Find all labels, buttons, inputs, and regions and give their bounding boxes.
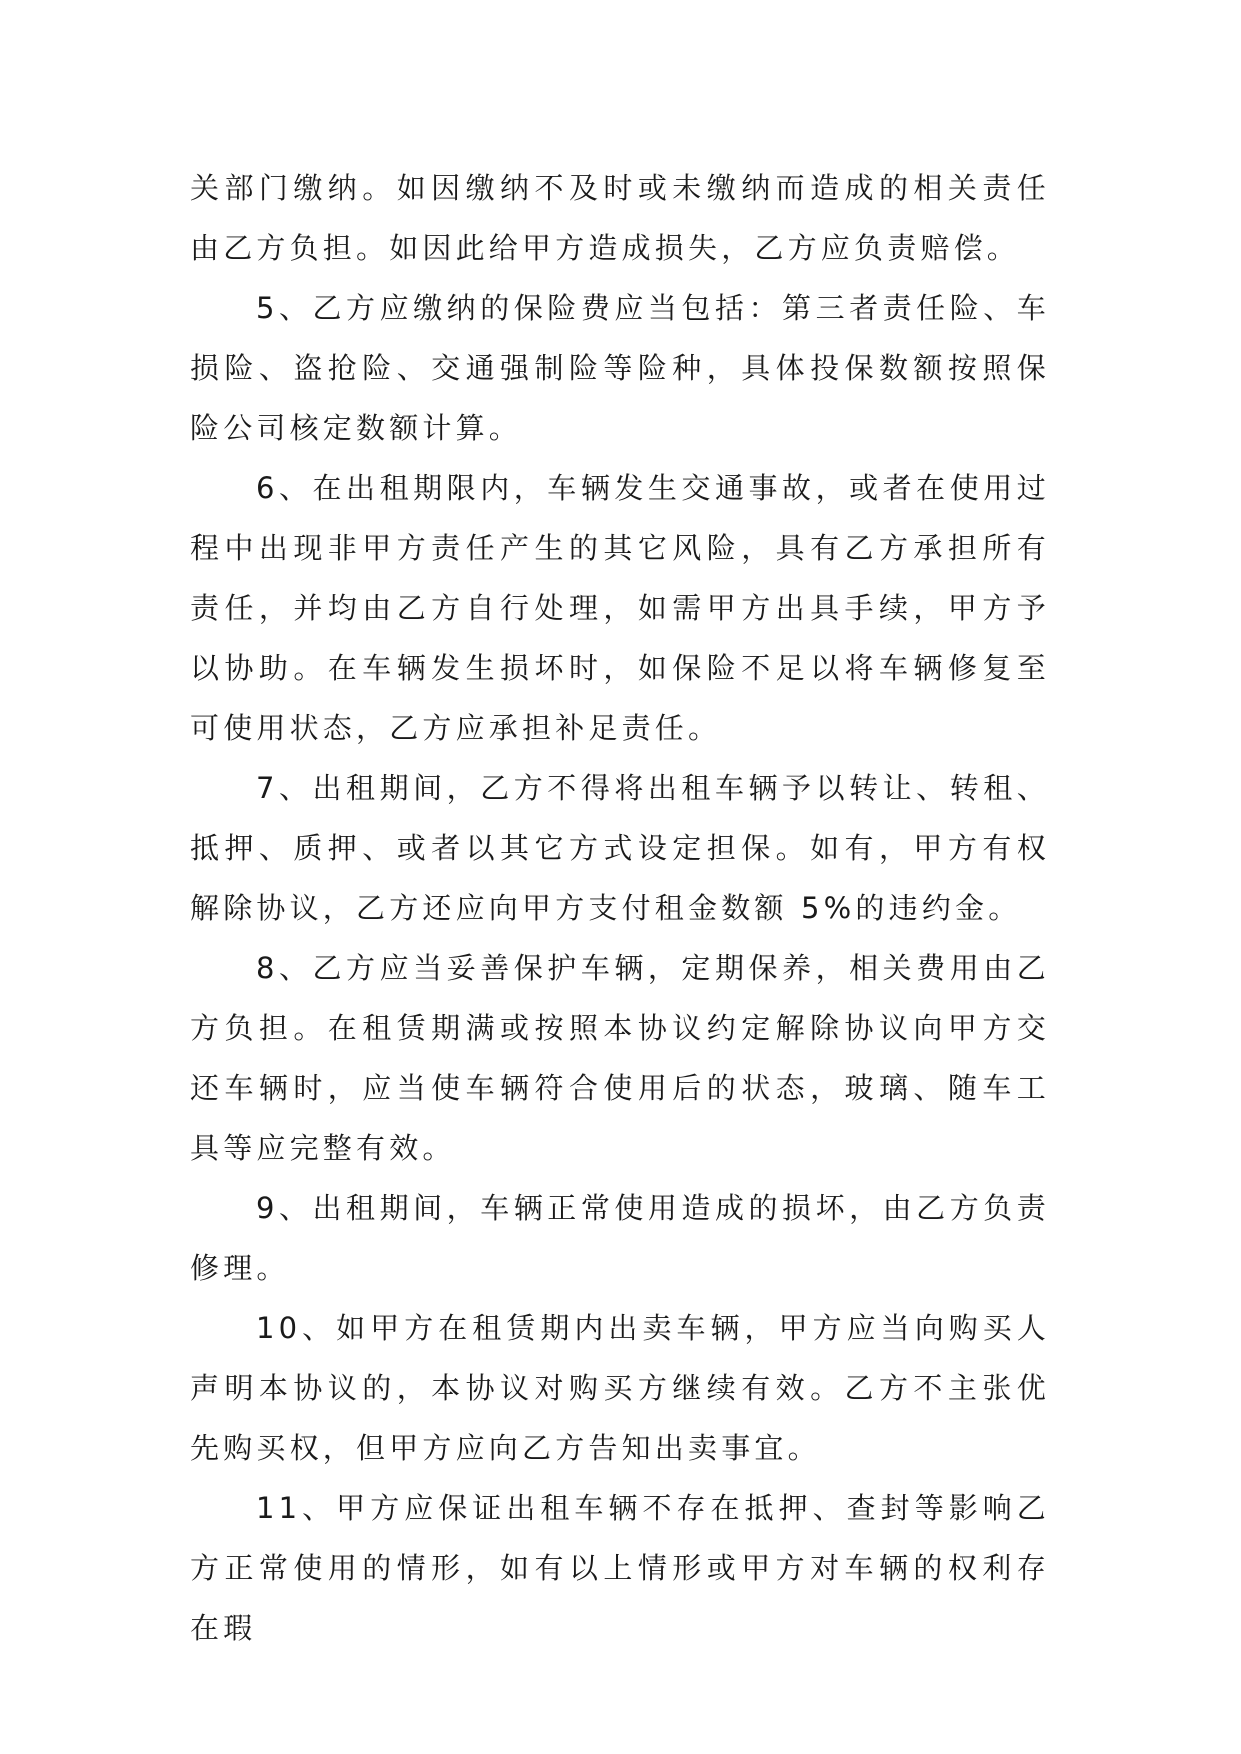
document-page <box>190 158 1050 1658</box>
paragraph-clause-10: 10、如甲方在租赁期内出卖车辆，甲方应当向购买人声明本协议的，本协议对购买方继续有效。乙方不主张优先购买权，但甲方应向乙方告知出卖事宜。 <box>190 1311 1050 1465</box>
paragraph-clause-7: 7、出租期间，乙方不得将出租车辆予以转让、转租、抵押、质押、或者以其它方式设定担保。如有，甲方有权解除协议，乙方还应向甲方支付租金数额 5%的违约金。 <box>190 771 1050 925</box>
paragraph-clause-8: 8、乙方应当妥善保护车辆，定期保养，相关费用由乙方负担。在租赁期满或按照本协议约定解除协议向甲方交还车辆时，应当使车辆符合使用后的状态，玻璃、随车工具等应完整有效。 <box>190 951 1050 1165</box>
paragraph-clause-5: 5、乙方应缴纳的保险费应当包括：第三者责任险、车损险、盗抢险、交通强制险等险种，具体投保数额按照保险公司核定数额计算。 <box>190 291 1050 445</box>
paragraph-clause-6: 6、在出租期限内，车辆发生交通事故，或者在使用过程中出现非甲方责任产生的其它风险，具有乙方承担所有责任，并均由乙方自行处理，如需甲方出具手续，甲方予以协助。在车辆发生损坏时，如保险不足以将车辆修复至可使用状态，乙方应承担补足责任。 <box>190 471 1050 745</box>
paragraph-clause-9: 9、出租期间，车辆正常使用造成的损坏，由乙方负责修理。 <box>190 1191 1050 1285</box>
paragraph-clause-11: 11、甲方应保证出租车辆不存在抵押、查封等影响乙方正常使用的情形，如有以上情形或甲方对车辆的权利存在瑕 <box>190 1491 1050 1645</box>
paragraph-continuation: 关部门缴纳。如因缴纳不及时或未缴纳而造成的相关责任由乙方负担。如因此给甲方造成损失，乙方应负责赔偿。 <box>190 171 1050 265</box>
